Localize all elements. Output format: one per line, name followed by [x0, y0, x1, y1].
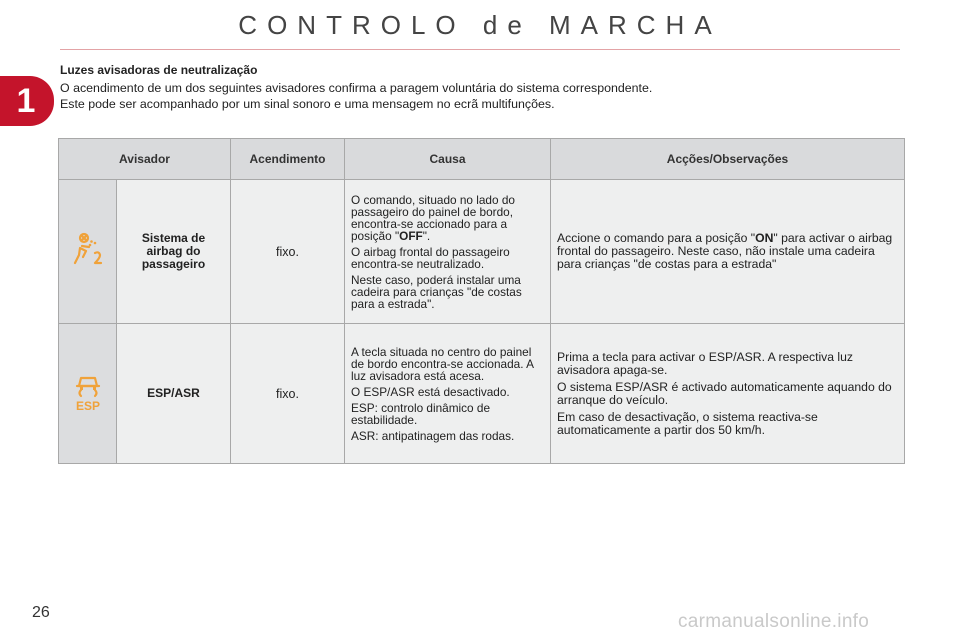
table-header-row [59, 139, 905, 180]
page-number: 26 [32, 604, 50, 621]
intro-line: O acendimento de um dos seguintes avisadores confirma a paragem voluntária do sistema correspondente. [60, 81, 653, 95]
cause-text: ASR: antipatinagem das rodas. [351, 428, 515, 443]
warning-name: ESP/ASR [117, 324, 231, 464]
chapter-tab: 1 [0, 76, 54, 126]
header-divider [60, 49, 900, 50]
section-heading: Luzes avisadoras de neutralização [60, 63, 258, 77]
cause-text: A tecla situada no centro do painel de bordo encontra-se accionada. A luz avisadora está acesa. [351, 344, 534, 383]
lighting-value: fixo. [231, 180, 345, 324]
table-row [59, 180, 905, 324]
cause-text: O ESP/ASR está desactivado. [351, 384, 510, 399]
action-cell [551, 180, 905, 324]
cause-cell [345, 180, 551, 324]
cause-text: O comando, situado no lado do passageiro do painel de bordo, encontra-se accionado para a posição "OFF". [351, 192, 515, 243]
cause-cell [345, 324, 551, 464]
esp-off-warning-icon [71, 372, 105, 412]
icon-cell [59, 180, 117, 324]
action-cell [551, 324, 905, 464]
cause-text: O airbag frontal do passageiro encontra-se neutralizado. [351, 244, 510, 271]
cause-text: ESP: controlo dinâmico de estabilidade. [351, 400, 491, 427]
svg-text:ESP: ESP [75, 399, 100, 412]
lighting-value: fixo. [231, 324, 345, 464]
action-text: Accione o comando para a posição "ON" para activar o airbag frontal do passageiro. Neste caso, não instale uma cadeira para crianças "de costas para a estrada" [557, 231, 893, 271]
action-text: O sistema ESP/ASR é activado automaticamente aquando do arranque do veículo. [557, 379, 892, 407]
page-title: CONTROLO de MARCHA [238, 10, 722, 40]
action-text: Prima a tecla para activar o ESP/ASR. A respectiva luz avisadora apaga-se. [557, 349, 854, 377]
column-header-causa: Causa [345, 139, 551, 180]
column-header-acendimento: Acendimento [231, 139, 345, 180]
warning-lights-table [58, 138, 905, 464]
action-text: Em caso de desactivação, o sistema reactiva-se automaticamente a partir dos 50 km/h. [557, 409, 818, 437]
watermark: carmanualsonline.info [678, 611, 870, 632]
table-row [59, 324, 905, 464]
column-header-avisador: Avisador [59, 139, 231, 180]
airbag-off-warning-icon [70, 232, 106, 268]
icon-cell [59, 324, 117, 464]
column-header-accoes: Acções/Observações [551, 139, 905, 180]
cause-text: Neste caso, poderá instalar uma cadeira para crianças "de costas para a estrada". [351, 272, 522, 311]
intro-line: Este pode ser acompanhado por um sinal sonoro e uma mensagem no ecrã multifunções. [60, 97, 555, 111]
intro-text [60, 80, 652, 112]
warning-name: Sistema de airbag do passageiro [117, 180, 231, 324]
